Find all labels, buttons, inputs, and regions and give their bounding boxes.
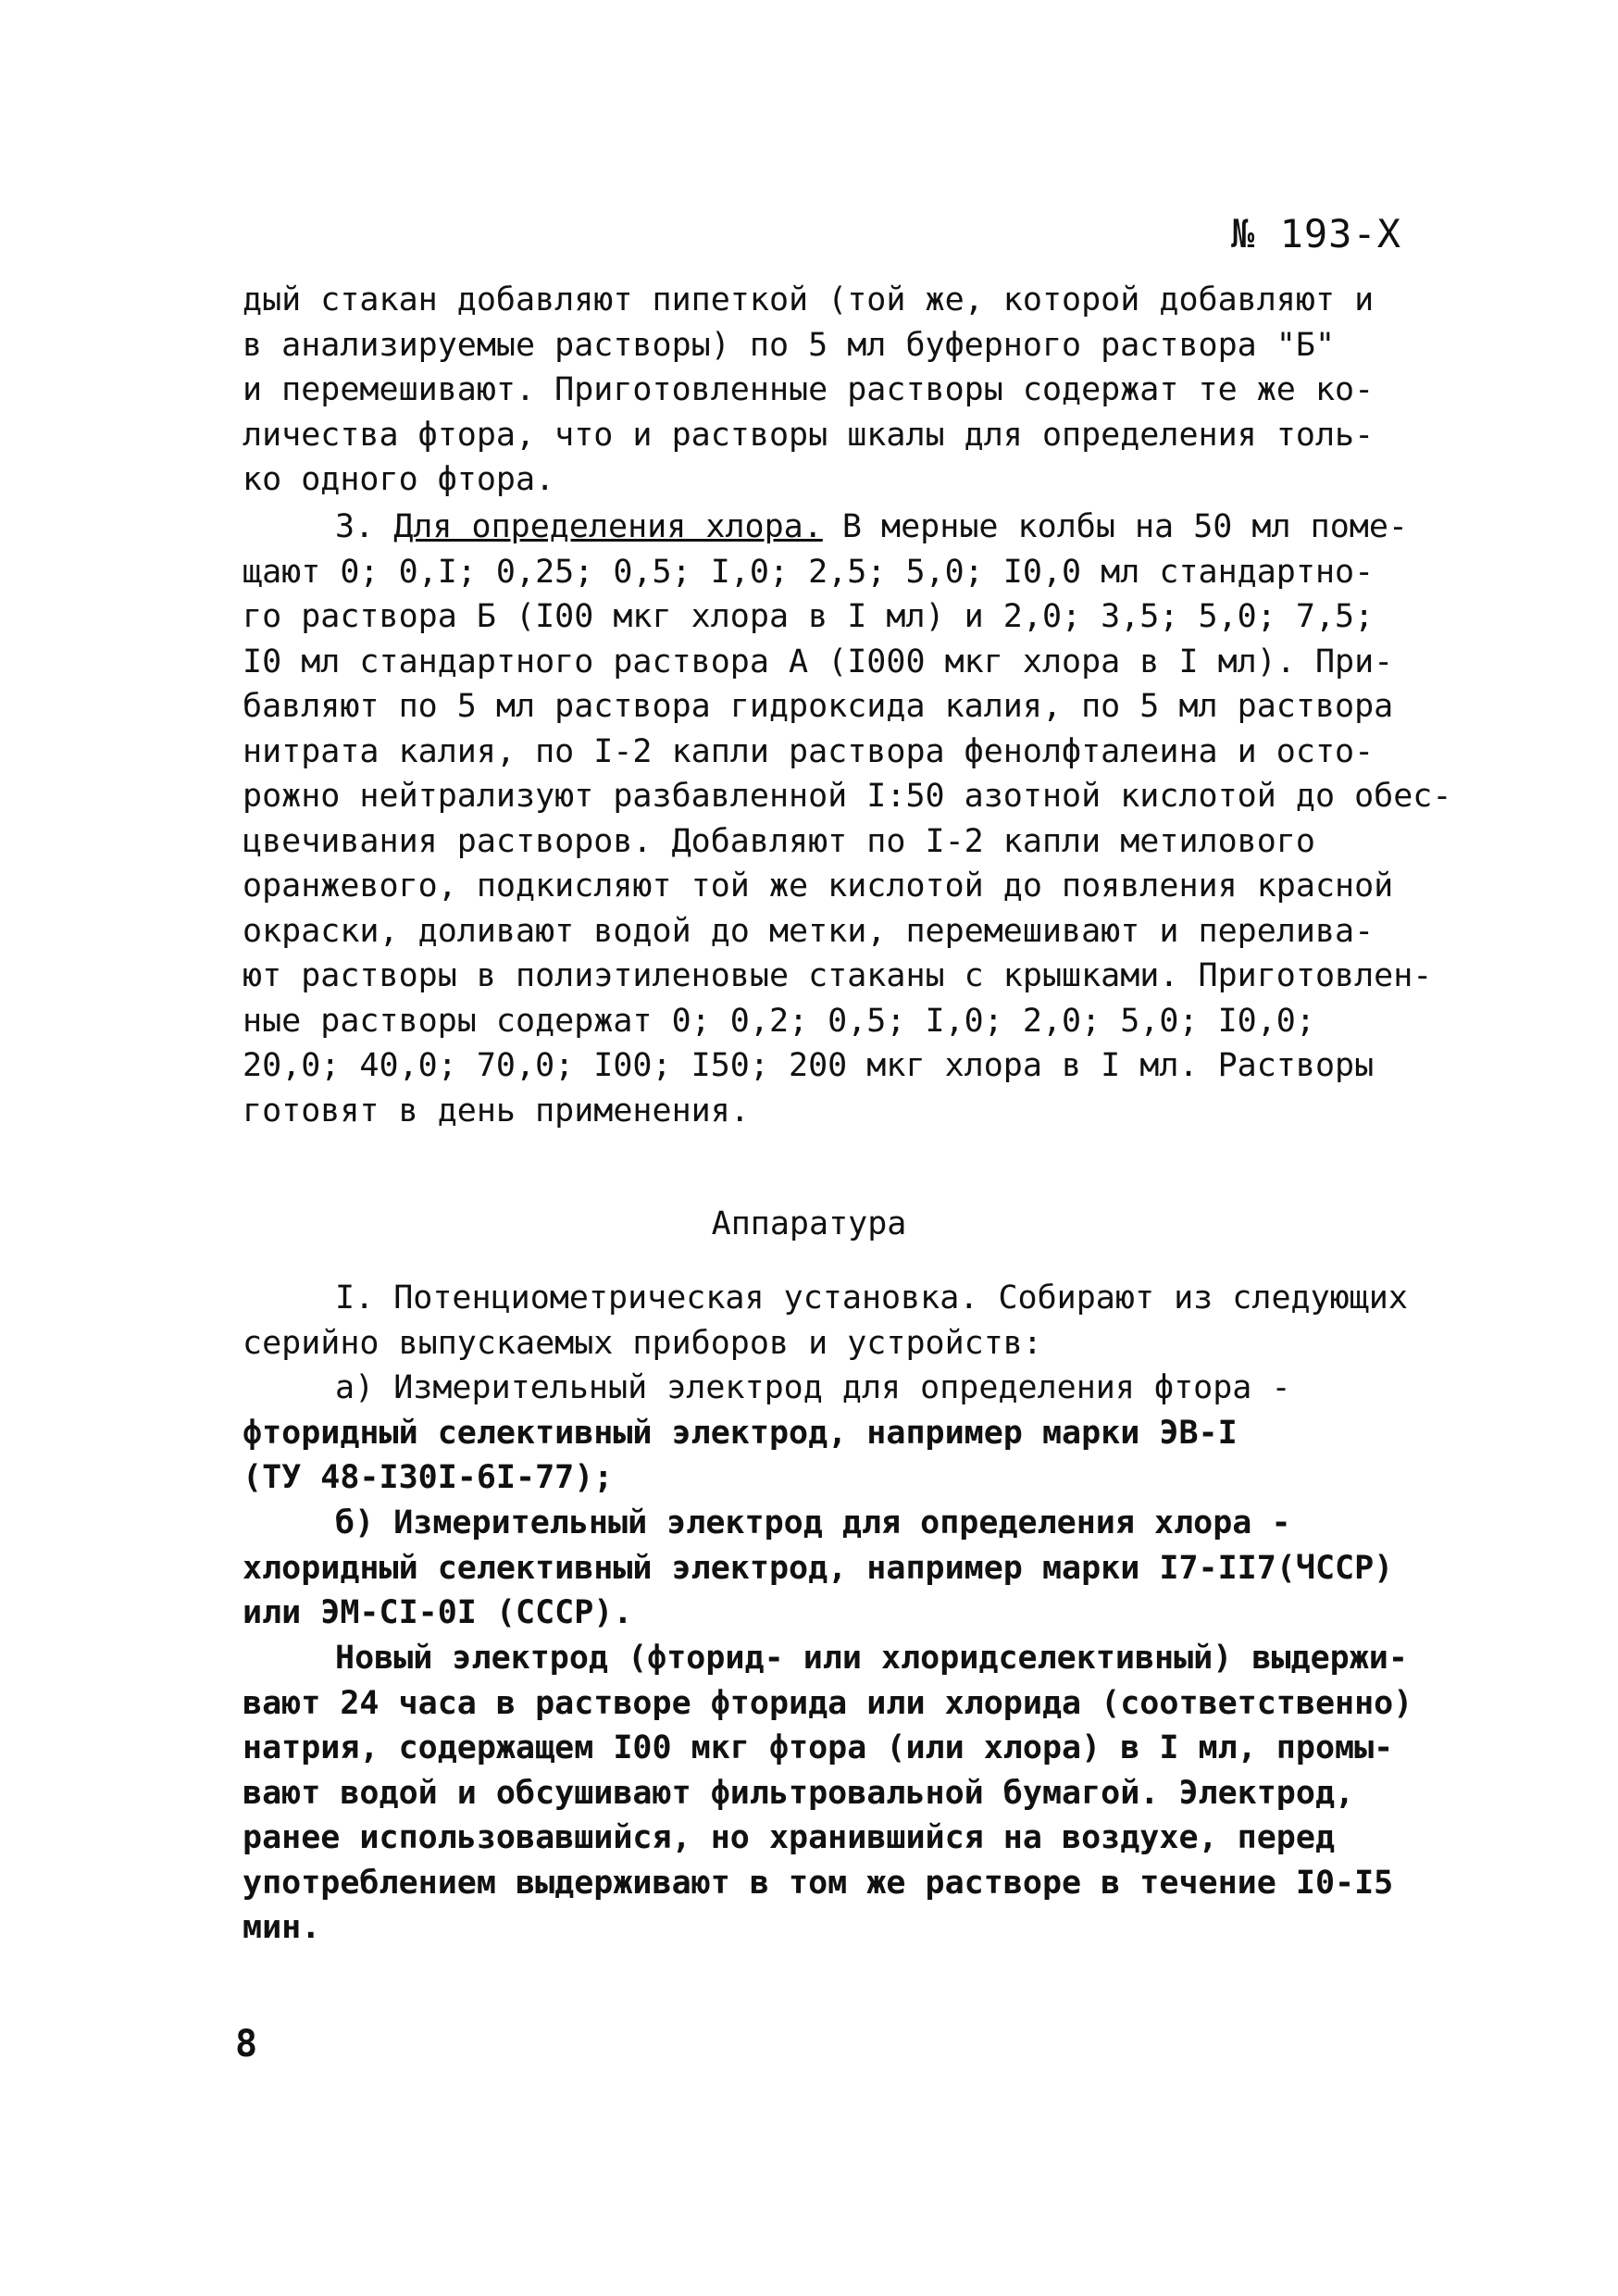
text-line: употреблением выдерживают в том же растворе в течение I0-I5 — [243, 1864, 1394, 1902]
document-number: № 193-Х — [1231, 211, 1402, 256]
text-line: фторидный селективный электрод, например марки ЭВ-I — [243, 1414, 1238, 1452]
paragraph-chlorine-first-line — [243, 505, 1409, 550]
text-line: серийно выпускаемых приборов и устройств: — [243, 1324, 1042, 1362]
text-line: дый стакан добавляют пипеткой (той же, которой добавляют и — [243, 281, 1375, 318]
text-line: вают водой и обсушивают фильтровальной бумагой. Электрод, — [243, 1774, 1355, 1812]
text-line: ные растворы содержат 0; 0,2; 0,5; I,0; 2,0; 5,0; I0,0; — [243, 1002, 1315, 1040]
page-number: 8 — [235, 2023, 258, 2065]
text-line: I0 мл стандартного раствора А (I000 мкг хлора в I мл). При- — [243, 643, 1394, 680]
text-line: ют растворы в полиэтиленовые стаканы с крышками. Приготовлен- — [243, 957, 1433, 994]
text-line: ранее использовавшийся, но хранившийся на воздухе, перед — [243, 1819, 1336, 1856]
text-line: Новый электрод (фторид- или хлоридселективный) выдержи- — [335, 1640, 1408, 1677]
paragraph-apparatus — [243, 1276, 1409, 1366]
text-line: мин. — [243, 1909, 321, 1946]
item-number: 3. — [335, 508, 375, 545]
underlined-title: Для определения хлора. — [393, 508, 823, 545]
text-line: ко одного фтора. — [243, 461, 555, 498]
text-line: личества фтора, что и растворы шкалы для определения толь- — [243, 416, 1375, 454]
text-line: натрия, содержащем I00 мкг фтора (или хлора) в I мл, промы- — [243, 1729, 1394, 1766]
text-line: го раствора Б (I00 мкг хлора в I мл) и 2,0; 3,5; 5,0; 7,5; — [243, 598, 1375, 635]
paragraph-chlorine — [243, 505, 1452, 1133]
text-line: б) Измерительный электрод для определения хлора - — [335, 1504, 1291, 1541]
section-heading: Аппаратура — [711, 1205, 907, 1242]
text-line: а) Измерительный электрод для определения фтора - — [335, 1369, 1291, 1406]
text-line: рожно нейтрализуют разбавленной I:50 азотной кислотой до обес- — [243, 778, 1452, 815]
text-line: (ТУ 48-I30I-6I-77); — [243, 1459, 614, 1496]
text-line: окраски, доливают водой до метки, перемешивают и перелива- — [243, 912, 1375, 950]
text-line: в анализируемые растворы) по 5 мл буферного раствора "Б" — [243, 326, 1336, 364]
text-line: хлоридный селективный электрод, например марки I7-II7(ЧССР) — [243, 1549, 1394, 1587]
text-line: I. Потенциометрическая установка. Собирают из следующих — [335, 1279, 1408, 1316]
text-line: или ЭМ-CI-0I (СССР). — [243, 1594, 633, 1631]
paragraph-new-electrode — [243, 1636, 1413, 1951]
text-line: бавляют по 5 мл раствора гидроксида калия, по 5 мл раствора — [243, 688, 1394, 725]
text-line: и перемешивают. Приготовленные растворы содержат те же ко- — [243, 371, 1375, 408]
text-line: 20,0; 40,0; 70,0; I00; I50; 200 мкг хлора в I мл. Растворы — [243, 1047, 1375, 1084]
text-line: нитрата калия, по I-2 капли раствора фенолфталеина и осто- — [243, 732, 1375, 770]
text-line: щают 0; 0,I; 0,25; 0,5; I,0; 2,5; 5,0; I0,0 мл стандартно- — [243, 553, 1375, 591]
text-line: вают 24 часа в растворе фторида или хлорида (соответственно) — [243, 1684, 1413, 1722]
paragraph-top — [243, 278, 1409, 503]
item-a — [243, 1366, 1409, 1501]
text-fragment: В мерные колбы на 50 мл поме- — [822, 508, 1408, 545]
text-line: готовят в день применения. — [243, 1092, 750, 1129]
text-line: цвечивания растворов. Добавляют по I-2 капли метилового — [243, 822, 1315, 860]
item-b — [243, 1501, 1409, 1636]
text-line: оранжевого, подкисляют той же кислотой до появления красной — [243, 867, 1394, 905]
